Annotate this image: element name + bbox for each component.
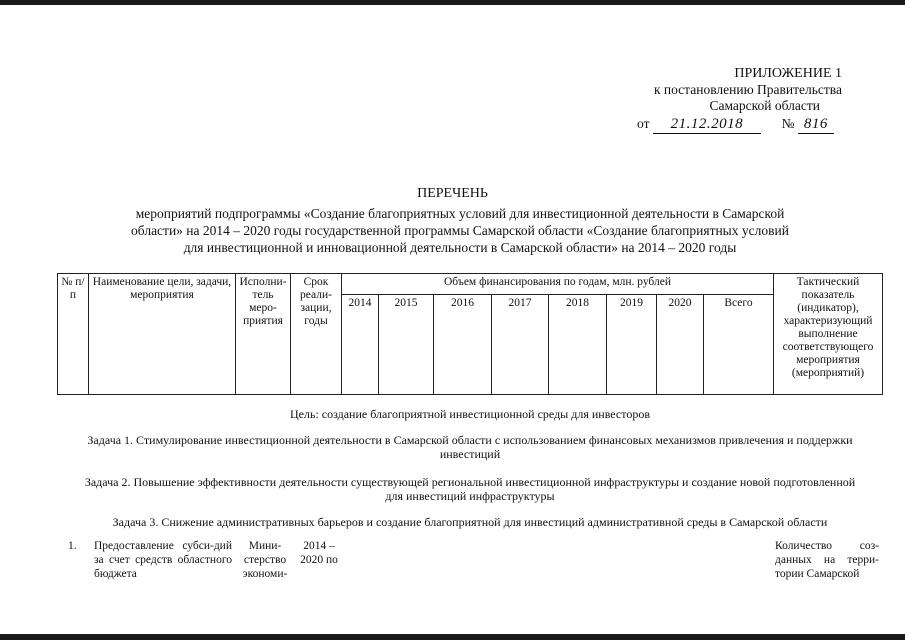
from-prefix: от	[637, 116, 650, 131]
scan-top-border	[0, 0, 905, 5]
appendix-block	[654, 66, 842, 114]
year-2016: 2016	[434, 295, 492, 395]
document-subtitle	[80, 205, 840, 256]
row1-term: 2014 – 2020 по	[300, 540, 338, 566]
subtitle-line-1: мероприятий подпрограммы «Создание благоприятных условий для инвестиционной деятельности в Самарской	[135, 206, 785, 221]
year-total: Всего	[704, 295, 774, 395]
header-name: Наименование цели, задачи, мероприятия	[89, 274, 236, 395]
document-title: ПЕРЕЧЕНЬ	[417, 186, 488, 201]
subtitle-line-2: области» на 2014 – 2020 годы государственной программы Самарской области «Создание благоприятных условий	[131, 223, 789, 238]
date-number-line	[637, 116, 847, 134]
header-term: Срок реали-зации, годы	[291, 274, 342, 395]
goal-text: Цель: создание благоприятной инвестиционной среды для инвесторов	[289, 407, 651, 421]
handwritten-date: 21.12.2018	[670, 116, 744, 132]
subtitle-line-3: для инвестиционной и инновационной деятельности в Самарской области» на 2014 – 2020 годы	[183, 240, 737, 255]
appendix-line-3: Самарской области	[709, 98, 820, 113]
header-executor: Исполни-тель меро-приятия	[236, 274, 291, 395]
row1-indicator: Количество соз-данных на терри-тории Самарской	[775, 540, 879, 580]
row1-name: Предоставление субси-дий за счет средств областного бюджета	[94, 540, 232, 580]
appendix-line-2: к постановлению Правительства	[653, 82, 842, 97]
year-2018: 2018	[549, 295, 607, 395]
handwritten-number: 816	[803, 116, 828, 132]
task-2: Задача 2. Повышение эффективности деятельности существующей региональной инвестиционной инфраструктуры и создание новой подготовленной для инвестиций инфраструктуры	[84, 475, 856, 503]
year-2019: 2019	[607, 295, 657, 395]
task-1: Задача 1. Стимулирование инвестиционной деятельности в Самарской области с использованием финансовых механизмов привлечения и поддержки инвестиций	[87, 433, 853, 461]
year-2020: 2020	[657, 295, 704, 395]
task-3: Задача 3. Снижение административных барьеров и создание благоприятной для инвестиций административной среды в Самарской области	[112, 515, 828, 529]
header-indicator: Тактический показатель (индикатор), характеризующий выполнение соответствующего мероприятия (мероприятий)	[774, 274, 883, 395]
year-2017: 2017	[492, 295, 549, 395]
row1-num: 1.	[68, 540, 77, 552]
year-2015: 2015	[379, 295, 434, 395]
number-prefix: №	[781, 116, 795, 131]
funding-table	[57, 273, 883, 395]
scan-bottom-border	[0, 634, 905, 640]
header-num: № п/п	[58, 274, 89, 395]
row1-executor: Мини-стерство экономи-	[242, 540, 288, 580]
header-funding: Объем финансирования по годам, млн. рублей	[342, 274, 774, 295]
year-2014: 2014	[342, 295, 379, 395]
appendix-title: ПРИЛОЖЕНИЕ 1	[734, 66, 842, 81]
